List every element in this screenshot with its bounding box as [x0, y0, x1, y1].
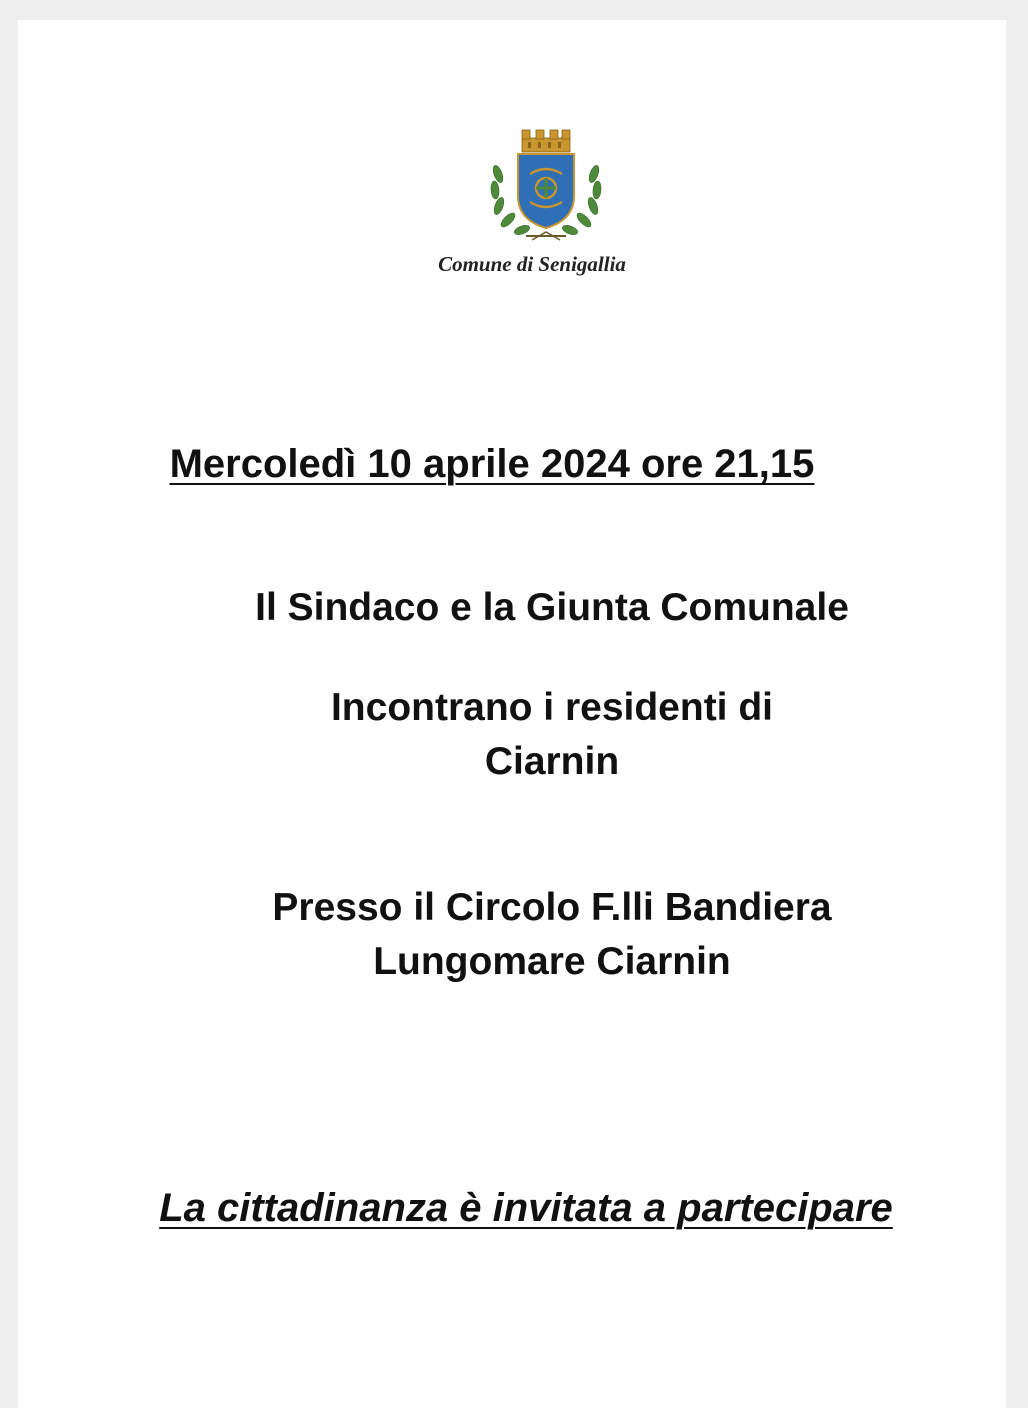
municipality-name: Comune di Senigallia: [438, 252, 626, 276]
event-hosts: Il Sindaco e la Giunta Comunale: [255, 586, 849, 629]
coat-of-arms-icon: [486, 124, 606, 244]
invitation-text: La cittadinanza è invitata a partecipare: [159, 1186, 893, 1230]
venue-line-2: Lungomare Ciarnin: [373, 940, 731, 983]
event-date-time: Mercoledì 10 aprile 2024 ore 21,15: [169, 442, 815, 486]
meeting-line-2: Ciarnin: [484, 740, 620, 783]
venue-line-1: Presso il Circolo F.lli Bandiera: [272, 886, 832, 929]
meeting-line-1: Incontrano i residenti di: [330, 686, 774, 729]
notice-page: [18, 20, 1006, 1408]
